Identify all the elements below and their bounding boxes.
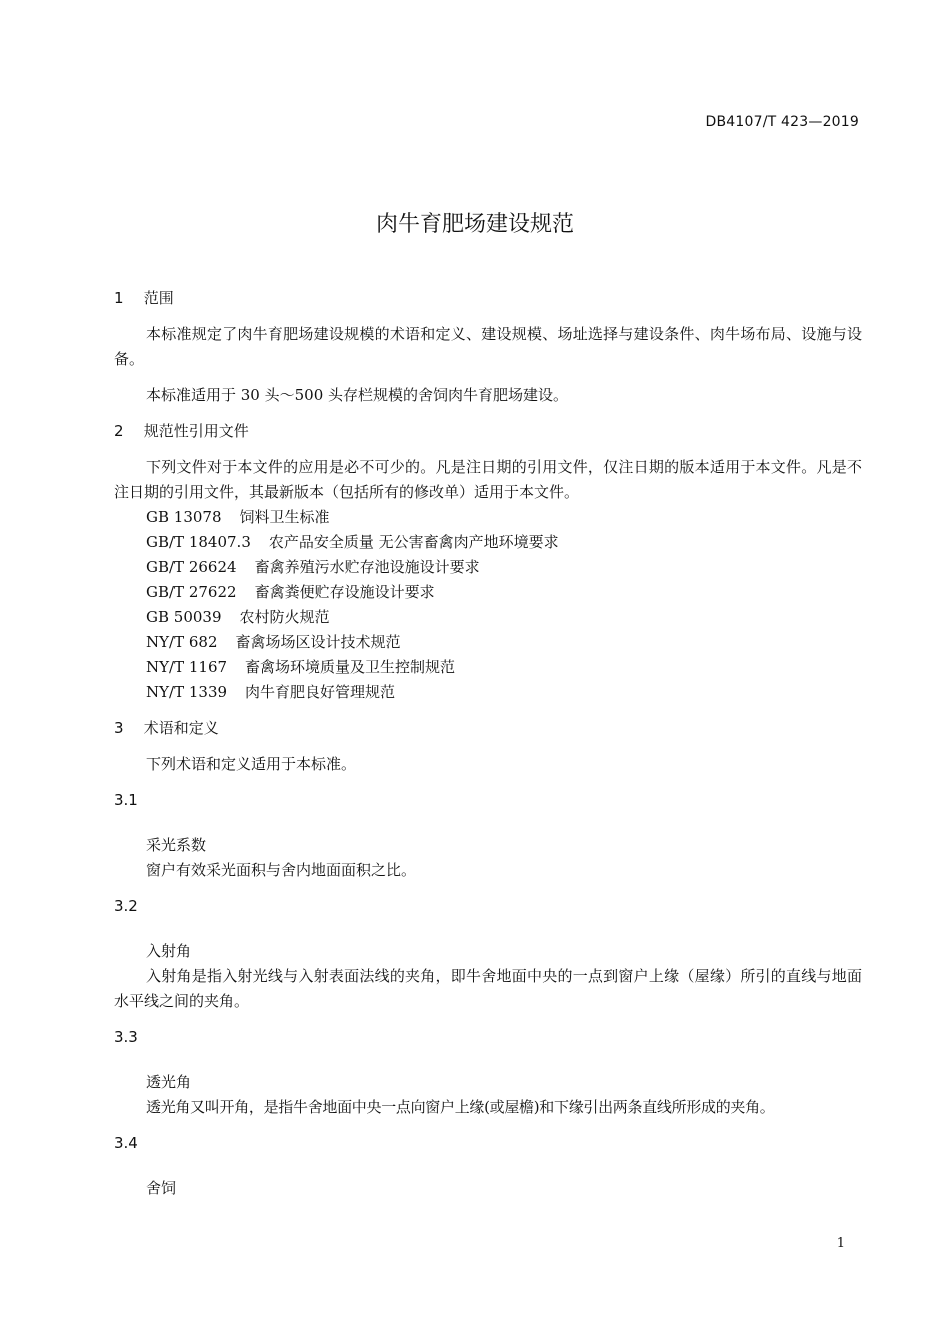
term-definition: 入射角是指入射光线与入射表面法线的夹角，即牛舍地面中央的一点到窗户上缘（屋缘）所引的直线与地面水平线之间的夹角。	[114, 967, 862, 1010]
reference-code: GB/T 18407.3	[146, 533, 251, 551]
reference-title: 畜禽场环境质量及卫生控制规范	[245, 658, 456, 676]
term-definition: 透光角又叫开角，是指牛舍地面中央一点向窗户上缘(或屋檐)和下缘引出两条直线所形成的夹角。	[146, 1098, 775, 1116]
reference-item	[114, 680, 862, 705]
page-number: 1	[836, 1236, 845, 1251]
reference-item	[114, 630, 862, 655]
term-name: 入射角	[146, 942, 192, 960]
reference-code: GB/T 27622	[146, 583, 237, 601]
reference-code: GB 13078	[146, 508, 222, 526]
reference-item	[114, 655, 862, 680]
term-name: 采光系数	[146, 836, 207, 854]
reference-title: 肉牛育肥良好管理规范	[245, 683, 396, 701]
reference-title: 饲料卫生标准	[239, 508, 330, 526]
scope-paragraph-1: 本标准规定了肉牛育肥场建设规模的术语和定义、建设规模、场址选择与建设条件、肉牛场布局、设施与设备。	[114, 325, 862, 368]
section-heading-scope	[114, 286, 862, 311]
section-heading-terms	[114, 716, 862, 741]
section-number: 1	[114, 289, 124, 307]
reference-title: 畜禽场场区设计技术规范	[235, 633, 401, 651]
document-body	[114, 286, 862, 1201]
reference-item	[114, 530, 862, 555]
reference-code: NY/T 1339	[146, 683, 228, 701]
references-intro: 下列文件对于本文件的应用是必不可少的。凡是注日期的引用文件，仅注日期的版本适用于本文件。凡是不注日期的引用文件，其最新版本（包括所有的修改单）适用于本文件。	[114, 458, 862, 501]
reference-title: 农村防火规范	[239, 608, 330, 626]
reference-code: NY/T 1167	[146, 658, 228, 676]
document-title: 肉牛育肥场建设规范	[375, 212, 574, 237]
reference-item	[114, 580, 862, 605]
reference-code: GB/T 26624	[146, 558, 237, 576]
term-number: 3.2	[114, 897, 138, 915]
reference-title: 畜禽养殖污水贮存池设施设计要求	[254, 558, 480, 576]
term-number: 3.3	[114, 1028, 138, 1046]
section-title: 术语和定义	[143, 719, 219, 737]
reference-title: 农产品安全质量 无公害畜禽肉产地环境要求	[268, 533, 559, 551]
reference-item	[114, 505, 862, 530]
section-heading-normative-references	[114, 419, 862, 444]
standard-code: DB4107/T 423—2019	[705, 114, 859, 130]
section-number: 3	[114, 719, 124, 737]
section-number: 2	[114, 422, 124, 440]
term-number: 3.1	[114, 791, 138, 809]
reference-code: GB 50039	[146, 608, 222, 626]
reference-title: 畜禽粪便贮存设施设计要求	[254, 583, 435, 601]
term-name: 舍饲	[146, 1179, 177, 1197]
reference-code: NY/T 682	[146, 633, 218, 651]
term-name: 透光角	[146, 1073, 192, 1091]
term-definition: 窗户有效采光面积与舍内地面面积之比。	[146, 861, 417, 879]
terms-intro: 下列术语和定义适用于本标准。	[146, 755, 357, 773]
section-title: 范围	[143, 289, 174, 307]
term-number: 3.4	[114, 1134, 138, 1152]
section-title: 规范性引用文件	[143, 422, 249, 440]
reference-item	[114, 605, 862, 630]
scope-paragraph-2: 本标准适用于 30 头～500 头存栏规模的舍饲肉牛育肥场建设。	[146, 386, 569, 404]
reference-list	[114, 505, 862, 705]
reference-item	[114, 555, 862, 580]
